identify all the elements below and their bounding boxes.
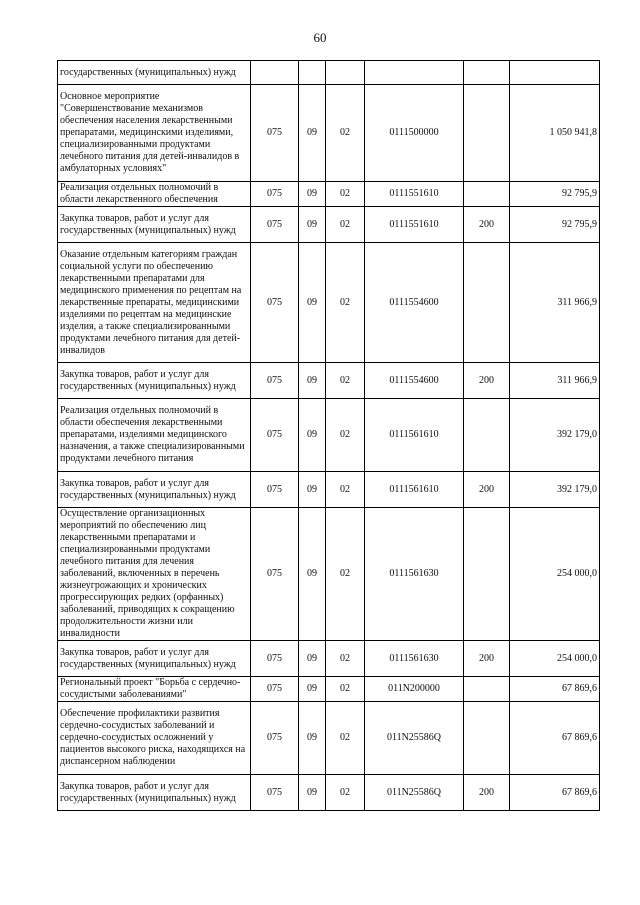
- cell-target-article: 0111561610: [365, 399, 464, 472]
- budget-table: [57, 60, 600, 811]
- cell-target-article: 011N200000: [365, 677, 464, 702]
- cell-target-article: 0111554600: [365, 363, 464, 399]
- cell-target-article: [365, 61, 464, 85]
- cell-ministry-code: 075: [251, 243, 299, 363]
- cell-amount: 392 179,0: [510, 472, 600, 508]
- table-row: [58, 85, 600, 182]
- cell-subsection-code: [326, 61, 365, 85]
- cell-target-article: 0111551610: [365, 182, 464, 207]
- cell-expense-type: 200: [464, 207, 510, 243]
- cell-subsection-code: 02: [326, 641, 365, 677]
- cell-name: Закупка товаров, работ и услуг для государственных (муниципальных) нужд: [58, 641, 251, 677]
- cell-section-code: 09: [299, 399, 326, 472]
- table-row: [58, 207, 600, 243]
- cell-subsection-code: 02: [326, 363, 365, 399]
- cell-ministry-code: 075: [251, 641, 299, 677]
- table-row: [58, 702, 600, 775]
- cell-name: Закупка товаров, работ и услуг для государственных (муниципальных) нужд: [58, 775, 251, 811]
- cell-section-code: 09: [299, 641, 326, 677]
- cell-subsection-code: 02: [326, 85, 365, 182]
- table-row: [58, 508, 600, 641]
- cell-target-article: 0111554600: [365, 243, 464, 363]
- cell-amount: 311 966,9: [510, 243, 600, 363]
- cell-target-article: 011N25586Q: [365, 775, 464, 811]
- cell-ministry-code: 075: [251, 85, 299, 182]
- cell-subsection-code: 02: [326, 508, 365, 641]
- cell-expense-type: [464, 61, 510, 85]
- cell-amount: 67 869,6: [510, 775, 600, 811]
- cell-section-code: 09: [299, 677, 326, 702]
- cell-name: Основное мероприятие "Совершенствование механизмов обеспечения населения лекарственными препаратами, медицинскими изделиями, специализированными продуктами лечебного питания для детей-инвалидов в амбулаторных условиях": [58, 85, 251, 182]
- cell-target-article: 0111561630: [365, 508, 464, 641]
- page-number: 60: [313, 30, 327, 45]
- cell-target-article: 011N25586Q: [365, 702, 464, 775]
- cell-target-article: 0111551610: [365, 207, 464, 243]
- cell-ministry-code: 075: [251, 399, 299, 472]
- cell-amount: 67 869,6: [510, 677, 600, 702]
- table-row: [58, 243, 600, 363]
- cell-ministry-code: 075: [251, 508, 299, 641]
- cell-section-code: 09: [299, 85, 326, 182]
- cell-expense-type: [464, 677, 510, 702]
- cell-subsection-code: 02: [326, 472, 365, 508]
- cell-name: Закупка товаров, работ и услуг для государственных (муниципальных) нужд: [58, 472, 251, 508]
- cell-amount: 92 795,9: [510, 207, 600, 243]
- cell-name: Оказание отдельным категориям граждан социальной услуги по обеспечению лекарственными препаратами для медицинского применения по рецептам на лекарственные препараты, медицинскими изделиями по рецептам на медицинские изделия, а также специализированными продуктами лечебного питания для детей-инвалидов: [58, 243, 251, 363]
- table-row: [58, 775, 600, 811]
- cell-name: Региональный проект "Борьба с сердечно-сосудистыми заболеваниями": [58, 677, 251, 702]
- cell-target-article: 0111561630: [365, 641, 464, 677]
- cell-subsection-code: 02: [326, 702, 365, 775]
- cell-section-code: [299, 61, 326, 85]
- cell-target-article: 0111500000: [365, 85, 464, 182]
- cell-name: государственных (муниципальных) нужд: [58, 61, 251, 85]
- table-row: [58, 399, 600, 472]
- cell-expense-type: [464, 182, 510, 207]
- cell-amount: 1 050 941,8: [510, 85, 600, 182]
- cell-subsection-code: 02: [326, 775, 365, 811]
- cell-ministry-code: 075: [251, 702, 299, 775]
- cell-subsection-code: 02: [326, 399, 365, 472]
- cell-subsection-code: 02: [326, 243, 365, 363]
- cell-expense-type: [464, 508, 510, 641]
- cell-expense-type: [464, 85, 510, 182]
- cell-ministry-code: 075: [251, 677, 299, 702]
- cell-section-code: 09: [299, 702, 326, 775]
- table-row: [58, 677, 600, 702]
- cell-expense-type: 200: [464, 472, 510, 508]
- cell-amount: 311 966,9: [510, 363, 600, 399]
- cell-subsection-code: 02: [326, 677, 365, 702]
- cell-name: Обеспечение профилактики развития сердечно-сосудистых заболеваний и сердечно-сосудистых осложнений у пациентов высокого риска, находящихся на диспансерном наблюдении: [58, 702, 251, 775]
- cell-section-code: 09: [299, 508, 326, 641]
- table-row: [58, 182, 600, 207]
- cell-section-code: 09: [299, 182, 326, 207]
- cell-target-article: 0111561610: [365, 472, 464, 508]
- cell-subsection-code: 02: [326, 182, 365, 207]
- cell-expense-type: 200: [464, 641, 510, 677]
- cell-ministry-code: 075: [251, 363, 299, 399]
- cell-section-code: 09: [299, 207, 326, 243]
- cell-section-code: 09: [299, 363, 326, 399]
- table-row: [58, 61, 600, 85]
- cell-amount: 254 000,0: [510, 508, 600, 641]
- cell-ministry-code: 075: [251, 182, 299, 207]
- cell-expense-type: 200: [464, 363, 510, 399]
- cell-section-code: 09: [299, 472, 326, 508]
- cell-ministry-code: 075: [251, 472, 299, 508]
- cell-section-code: 09: [299, 775, 326, 811]
- cell-amount: [510, 61, 600, 85]
- cell-name: Закупка товаров, работ и услуг для государственных (муниципальных) нужд: [58, 207, 251, 243]
- cell-section-code: 09: [299, 243, 326, 363]
- cell-name: Закупка товаров, работ и услуг для государственных (муниципальных) нужд: [58, 363, 251, 399]
- cell-name: Реализация отдельных полномочий в области лекарственного обеспечения: [58, 182, 251, 207]
- cell-subsection-code: 02: [326, 207, 365, 243]
- cell-expense-type: 200: [464, 775, 510, 811]
- table-row: [58, 363, 600, 399]
- cell-expense-type: [464, 702, 510, 775]
- cell-amount: 92 795,9: [510, 182, 600, 207]
- cell-expense-type: [464, 399, 510, 472]
- cell-amount: 67 869,6: [510, 702, 600, 775]
- cell-amount: 254 000,0: [510, 641, 600, 677]
- cell-name: Осуществление организационных мероприятий по обеспечению лиц лекарственными препаратами и специализированными продуктами лечебного питания для лечения заболеваний, включенных в перечень жизнеугрожающих и хронических прогрессирующих редких (орфанных) заболеваний, приводящих к сокращению продолжительности жизни или инвалидности: [58, 508, 251, 641]
- cell-amount: 392 179,0: [510, 399, 600, 472]
- table-row: [58, 641, 600, 677]
- cell-expense-type: [464, 243, 510, 363]
- cell-ministry-code: 075: [251, 775, 299, 811]
- table-row: [58, 472, 600, 508]
- cell-ministry-code: 075: [251, 207, 299, 243]
- cell-name: Реализация отдельных полномочий в области обеспечения лекарственными препаратами, изделиями медицинского назначения, а также специализированными продуктами лечебного питания: [58, 399, 251, 472]
- cell-ministry-code: [251, 61, 299, 85]
